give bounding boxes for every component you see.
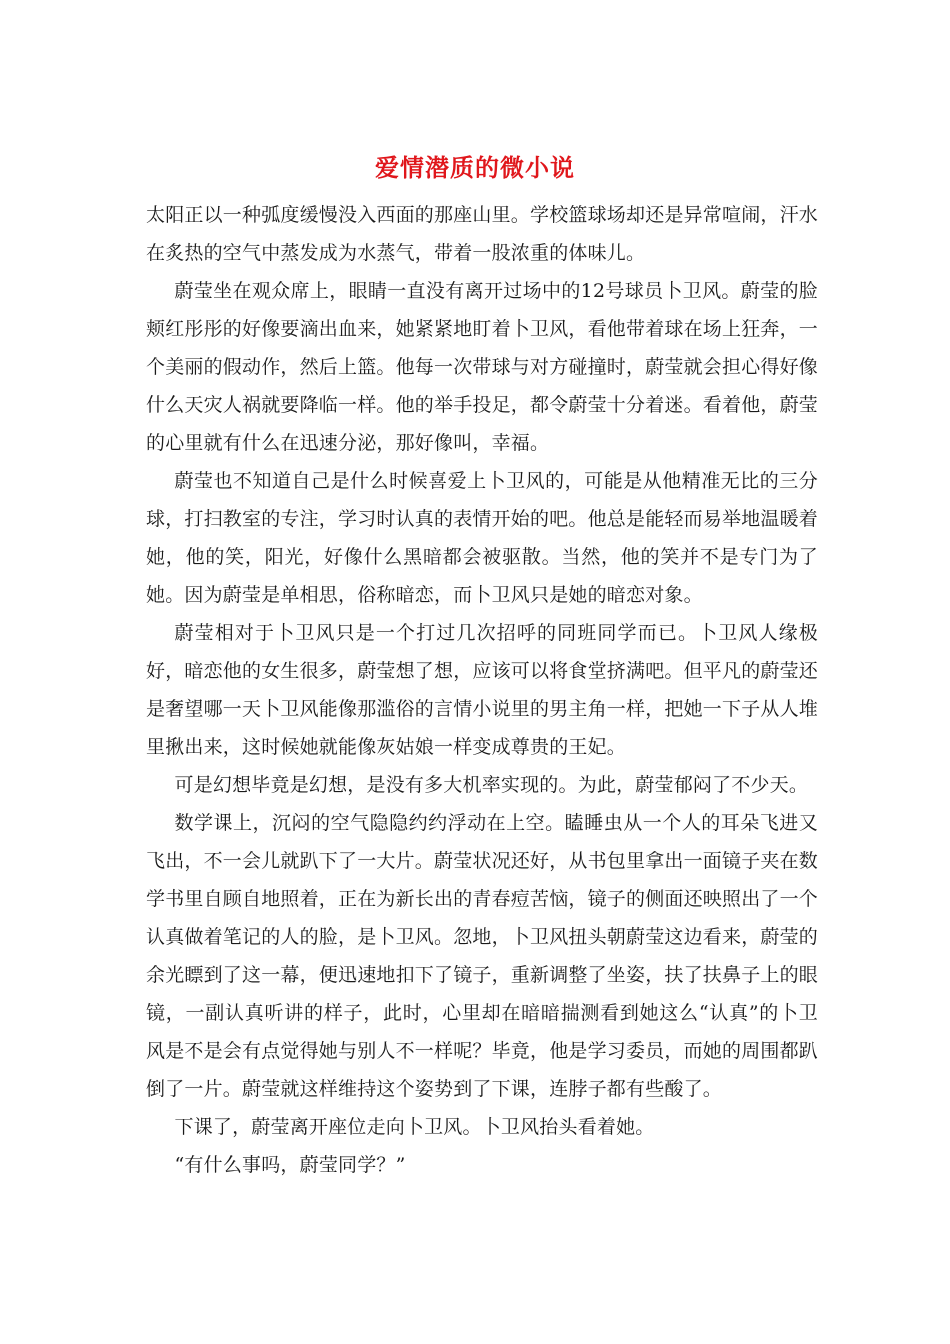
paragraph: 数学课上，沉闷的空气隐隐约约浮动在上空。瞌睡虫从一个人的耳朵飞进又飞出，不一会儿就趴下了一大片。蔚莹状况还好，从书包里拿出一面镜子夹在数学书里自顾自地照着，正在为新长出的青春痘苦恼，镜子的侧面还映照出了一个认真做着笔记的人的脸，是卜卫风。忽地，卜卫风扭头朝蔚莹这边看来，蔚莹的余光瞟到了这一幕，便迅速地扣下了镜子，重新调整了坐姿，扶了扶鼻子上的眼镜，一副认真听讲的样子，此时，心里却在暗暗揣测看到她这么“认真”的卜卫风是不是会有点觉得她与别人不一样呢？毕竟，他是学习委员，而她的周围都趴倒了一片。蔚莹就这样维持这个姿势到了下课，连脖子都有些酸了。	[146, 812, 819, 1100]
paragraph: 蔚莹也不知道自己是什么时候喜爱上卜卫风的，可能是从他精准无比的三分球，打扫教室的专注，学习时认真的表情开始的吧。他总是能轻而易举地温暖着她，他的笑，阳光，好像什么黑暗都会被驱散。当然，他的笑并不是专门为了她。因为蔚莹是单相思，俗称暗恋，而卜卫风只是她的暗恋对象。	[146, 470, 819, 606]
paragraph: “有什么事吗，蔚莹同学？”	[174, 1154, 406, 1176]
document-body	[146, 196, 818, 1184]
paragraph: 蔚莹相对于卜卫风只是一个打过几次招呼的同班同学而已。卜卫风人缘极好，暗恋他的女生很多，蔚莹想了想，应该可以将食堂挤满吧。但平凡的蔚莹还是奢望哪一天卜卫风能像那滥俗的言情小说里的男主角一样，把她一下子从人堆里揪出来，这时候她就能像灰姑娘一样变成尊贵的王妃。	[146, 622, 819, 758]
paragraph: 太阳正以一种弧度缓慢没入西面的那座山里。学校篮球场却还是异常喧闹，汗水在炙热的空气中蒸发成为水蒸气，带着一股浓重的体味儿。	[146, 204, 819, 264]
paragraph: 可是幻想毕竟是幻想，是没有多大机率实现的。为此，蔚莹郁闷了不少天。	[174, 774, 809, 796]
document-title: 爱情潜质的微小说	[375, 153, 575, 182]
paragraph: 蔚莹坐在观众席上，眼睛一直没有离开过场中的12号球员卜卫风。蔚莹的脸颊红彤彤的好像要滴出血来，她紧紧地盯着卜卫风，看他带着球在场上狂奔，一个美丽的假动作，然后上篮。他每一次带球与对方碰撞时，蔚莹就会担心得好像什么天灾人祸就要降临一样。他的举手投足，都令蔚莹十分着迷。看着他，蔚莹的心里就有什么在迅速分泌，那好像叫，幸福。	[146, 280, 819, 454]
paragraph: 下课了，蔚莹离开座位走向卜卫风。卜卫风抬头看着她。	[174, 1116, 655, 1138]
